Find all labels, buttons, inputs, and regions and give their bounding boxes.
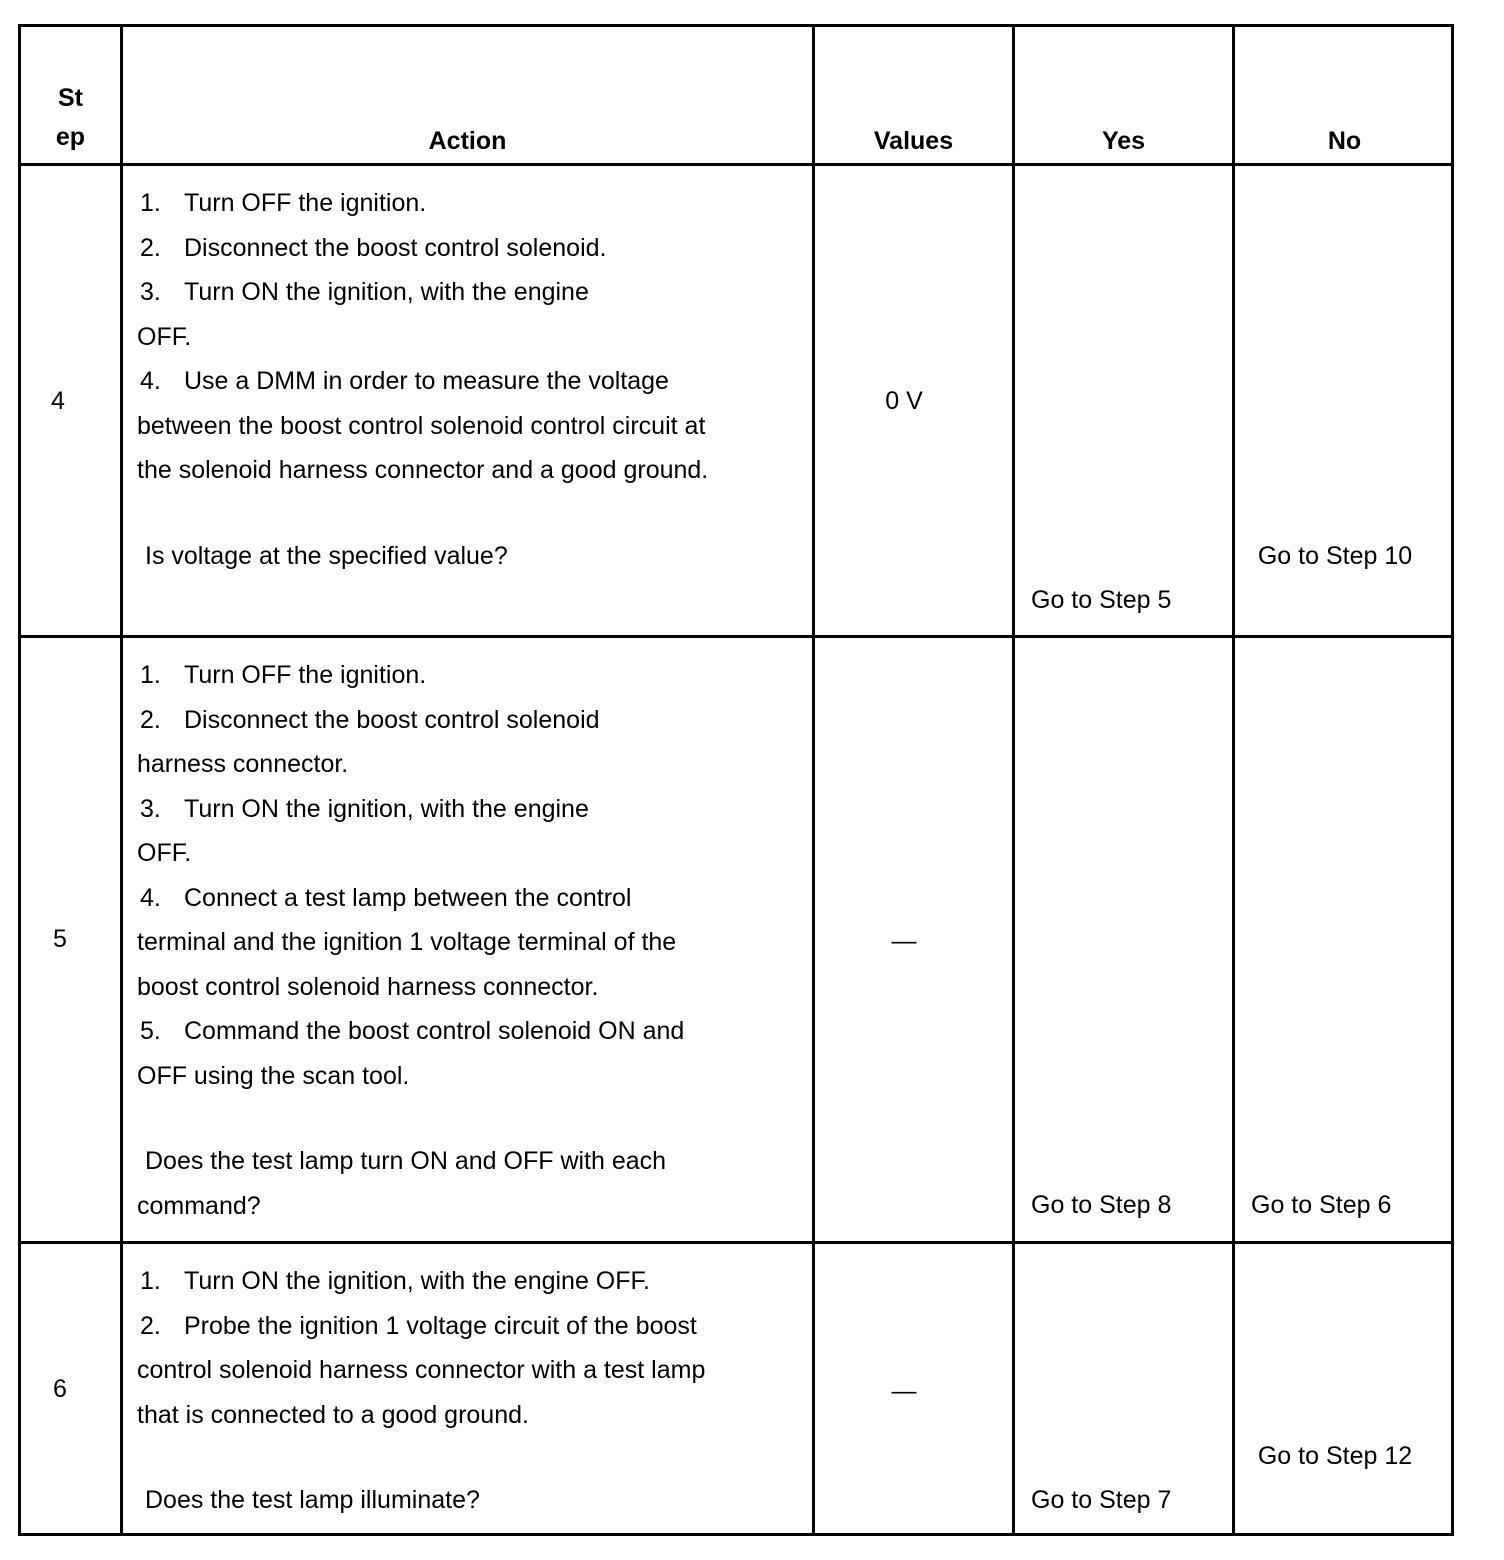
step-number: 5 (53, 925, 67, 953)
action-item: 2. Probe the ignition 1 voltage circuit of the boost control solenoid harness connector with a test lamp that is connected to a good ground. (137, 1311, 706, 1429)
no-cell: Go to Step 10 (1257, 542, 1413, 570)
column-divider (120, 27, 123, 1533)
action-item: 1. Turn ON the ignition, with the engine OFF. (140, 1267, 650, 1295)
value-cell: — (891, 1377, 917, 1405)
action-item: 1. Turn OFF the ignition. (140, 189, 427, 217)
column-divider (1012, 27, 1015, 1533)
yes-cell: Go to Step 5 (1031, 586, 1172, 614)
yes-cell: Go to Step 8 (1031, 1191, 1172, 1219)
header-step-line2: ep (55, 123, 86, 151)
step-number: 6 (53, 1375, 67, 1403)
question: Does the test lamp illuminate? (145, 1486, 480, 1514)
value-cell: — (891, 927, 917, 955)
action-item: 1. Turn OFF the ignition. (140, 661, 427, 689)
header-values: Values (873, 127, 954, 155)
row-divider (21, 635, 1451, 638)
action-item: 3. Turn ON the ignition, with the engine OFF. (137, 278, 589, 351)
header-step (21, 79, 120, 157)
question: Is voltage at the specified value? (145, 541, 508, 570)
header-action: Action (428, 127, 507, 155)
action-item: 2. Disconnect the boost control solenoid harness connector. (137, 705, 600, 778)
no-cell: Go to Step 6 (1251, 1191, 1392, 1219)
action-cell (137, 1259, 737, 1523)
action-item: 5. Command the boost control solenoid ON and OFF using the scan tool. (137, 1017, 685, 1090)
header-step-line1: St (58, 84, 83, 112)
column-divider (812, 27, 815, 1533)
action-item: 4. Use a DMM in order to measure the voltage between the boost control solenoid control circuit at the solenoid harness connector and a good ground. (137, 367, 709, 484)
header-no: No (1327, 127, 1362, 155)
yes-cell: Go to Step 7 (1031, 1486, 1172, 1514)
header-yes: Yes (1101, 127, 1146, 155)
action-cell (137, 181, 737, 578)
value-cell: 0 V (885, 387, 923, 415)
question: Does the test lamp turn ON and OFF with each command? (137, 1147, 667, 1220)
row-divider (21, 1241, 1451, 1244)
no-cell: Go to Step 12 (1257, 1442, 1413, 1470)
diagnostic-table (18, 24, 1454, 1536)
action-item: 3. Turn ON the ignition, with the engine OFF. (137, 794, 589, 867)
action-item: 2. Disconnect the boost control solenoid. (140, 233, 607, 262)
column-divider (1232, 27, 1235, 1533)
action-cell (137, 653, 737, 1228)
step-number: 4 (51, 387, 65, 415)
action-item: 4. Connect a test lamp between the control terminal and the ignition 1 voltage terminal of the boost control solenoid harness connector. (137, 883, 677, 1001)
